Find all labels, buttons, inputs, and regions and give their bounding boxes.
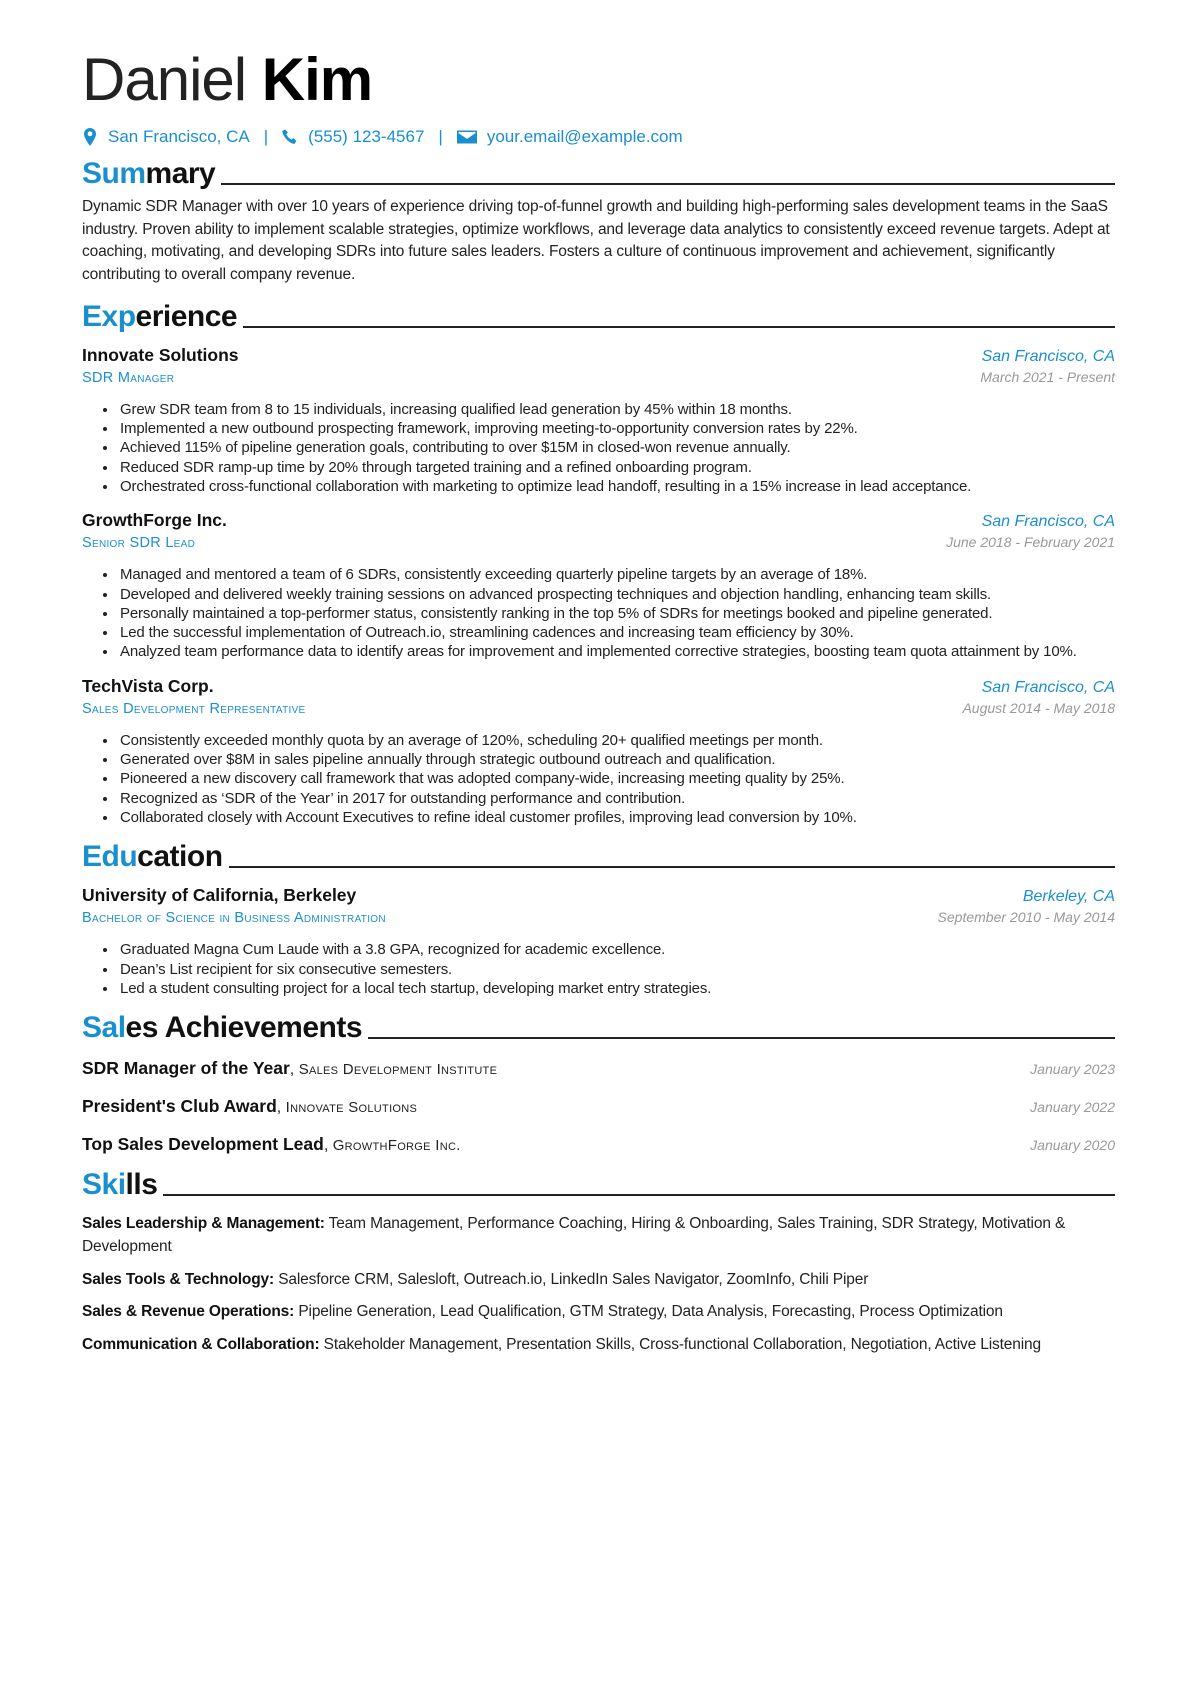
bullet: • Generated over $8M in sales pipeline annually through strategic outbound outreach and qualification. [118,750,1115,769]
skill-row [82,1301,1115,1324]
job-dates: August 2014 - May 2018 [962,699,1115,716]
heading-accent: Ski [82,1168,126,1202]
bullet: • Pioneered a new discovery call framework that was adopted company-wide, increasing meeting quality by 25%. [118,769,1115,788]
skill-value: Salesforce CRM, Salesloft, Outreach.io, LinkedIn Sales Navigator, ZoomInfo, Chili Piper [278,1270,869,1288]
achievement-title: SDR Manager of the Year [82,1058,290,1079]
skill-value: Team Management, Performance Coaching, Hiring & Onboarding, Sales Training, SDR Strategy, Motivation & Development [82,1215,1066,1255]
skill-label: Communication & Collaboration: [82,1335,320,1353]
job-entry [82,345,1115,496]
achievement-item: SDR Manager of the Year, Sales Development Institute January 2023 [82,1058,1115,1079]
bullet: • Developed and delivered weekly training sessions on advanced prospecting techniques and objection handling, enhancing team skills. [118,585,1115,604]
bullet: • Grew SDR team from 8 to 15 individuals, increasing qualified lead generation by 45% within 18 months. [118,400,1115,419]
bullet: • Personally maintained a top-performer status, consistently ranking in the top 5% of SDRs for meetings booked and pipeline generated. [118,604,1115,623]
job-title: Sales Development Representative [82,700,306,717]
bullet: • Recognized as ‘SDR of the Year’ in 2017 for outstanding performance and contribution. [118,789,1115,808]
heading-rest: erience [135,299,238,333]
job-bullets [82,565,1115,661]
achievement-org: Innovate Solutions [285,1099,418,1117]
experience-heading [82,299,1115,335]
bullet: • Led a student consulting project for a local tech startup, developing market entry strategies. [118,979,1115,998]
job-dates: June 2018 - February 2021 [946,534,1115,551]
location: San Francisco, CA [108,127,250,146]
heading-accent: Edu [82,840,138,874]
skills-heading [82,1167,1115,1203]
bullet: • Dean’s List recipient for six consecutive semesters. [118,960,1115,979]
education-entry [82,885,1115,998]
separator: | [263,127,269,146]
achievement-item: President's Club Award, Innovate Solutions January 2022 [82,1096,1115,1117]
skill-row [82,1269,1115,1292]
company-name: Innovate Solutions [82,344,239,365]
skill-label: Sales Leadership & Management: [82,1215,325,1233]
candidate-name [82,44,1115,116]
bullet: • Analyzed team performance data to identify areas for improvement and implemented corrective strategies, boosting team quota attainment by 10%. [118,642,1115,661]
skills-list [82,1213,1115,1357]
job-entry [82,676,1115,827]
education-bullets [82,940,1115,998]
skill-row [82,1213,1115,1258]
bullet: • Graduated Magna Cum Laude with a 3.8 GPA, recognized for academic excellence. [118,940,1115,959]
achievement-org: Sales Development Institute [298,1061,498,1079]
heading-rule [243,326,1115,328]
map-pin-icon [82,128,98,146]
heading-accent: Exp [82,299,136,333]
school-location: Berkeley, CA [1022,888,1115,906]
job-title: SDR Manager [82,369,175,386]
skill-value: Stakeholder Management, Presentation Skills, Cross-functional Collaboration, Negotiation, Active Listening [323,1335,1041,1353]
job-location: San Francisco, CA [981,678,1115,696]
achievement-date: January 2023 [1030,1061,1115,1078]
job-location: San Francisco, CA [981,513,1115,531]
bullet: • Reduced SDR ramp-up time by 20% through targeted training and a refined onboarding program. [118,458,1115,477]
education-dates: September 2010 - May 2014 [937,909,1115,926]
school-name: University of California, Berkeley [82,885,357,906]
heading-rule [229,866,1115,868]
job-bullets [82,731,1115,827]
bullet: • Achieved 115% of pipeline generation goals, contributing to over $15M in closed-won revenue annually. [118,438,1115,457]
heading-rule [163,1194,1115,1196]
company-name: TechVista Corp. [82,675,214,696]
bullet: • Orchestrated cross-functional collaboration with marketing to optimize lead handoff, resulting in a 15% increase in lead acceptance. [118,477,1115,496]
degree: Bachelor of Science in Business Administration [82,910,386,927]
achievement-org: GrowthForge Inc. [332,1137,461,1155]
achievement-title: President's Club Award [82,1096,277,1117]
achievement-title: Top Sales Development Lead [82,1134,324,1155]
bullet: • Collaborated closely with Account Executives to refine ideal customer profiles, improving lead conversion by 10%. [118,808,1115,827]
education-heading [82,839,1115,875]
phone-icon [282,128,298,146]
heading-accent: Sal [82,1011,126,1045]
first-name: Daniel [82,46,247,113]
achievement-date: January 2020 [1030,1137,1115,1154]
bullet: • Led the successful implementation of Outreach.io, streamlining cadences and increasing team efficiency by 30%. [118,623,1115,642]
achievements-list [82,1058,1115,1155]
separator: | [438,127,443,146]
job-location: San Francisco, CA [981,347,1115,365]
heading-rule [368,1037,1115,1039]
heading-rest: lls [125,1168,158,1202]
bullet: • Consistently exceeded monthly quota by an average of 120%, scheduling 20+ qualified meetings per month. [118,731,1115,750]
heading-rest: cation [137,840,223,874]
email-link[interactable]: your.email@example.com [486,127,683,146]
skill-row [82,1334,1115,1357]
resume-page [82,0,1115,1357]
summary-text: Dynamic SDR Manager with over 10 years of experience driving top-of-funnel growth and building high-performing sales development teams in the SaaS industry. Proven ability to implement scalable strategies, optimize workflows, and leverage data analytics to consistently exceed revenue targets. Adept at coaching, motivating, and developing SDRs into future sales leaders. Fosters a culture of continuous improvement and achievement, significantly contributing to overall company revenue. [82,198,1110,284]
last-name: Kim [261,46,373,113]
company-name: GrowthForge Inc. [82,510,227,531]
heading-accent: Sum [82,157,146,190]
achievements-heading [82,1010,1115,1046]
achievement-date: January 2022 [1030,1099,1115,1116]
job-bullets [82,400,1115,496]
phone-link[interactable]: (555) 123-4567 [308,127,425,146]
job-entry [82,510,1115,661]
heading-rest: es Achievements [125,1011,363,1045]
envelope-icon [457,128,477,146]
skill-label: Sales & Revenue Operations: [82,1303,295,1321]
job-title: Senior SDR Lead [82,535,196,552]
bullet: • Managed and mentored a team of 6 SDRs, consistently exceeding quarterly pipeline targets by an average of 18%. [118,565,1115,584]
summary-heading [82,156,1115,192]
experience-list [82,345,1115,827]
contact-info [82,124,1115,150]
bullet: • Implemented a new outbound prospecting framework, improving meeting-to-opportunity conversion rates by 22%. [118,419,1115,438]
skill-value: Pipeline Generation, Lead Qualification, GTM Strategy, Data Analysis, Forecasting, Process Optimization [298,1303,1003,1321]
heading-rest: mary [145,157,216,190]
heading-rule [221,183,1115,185]
achievement-item: Top Sales Development Lead, GrowthForge Inc. January 2020 [82,1134,1115,1155]
job-dates: March 2021 - Present [980,368,1115,385]
skill-label: Sales Tools & Technology: [82,1270,275,1288]
